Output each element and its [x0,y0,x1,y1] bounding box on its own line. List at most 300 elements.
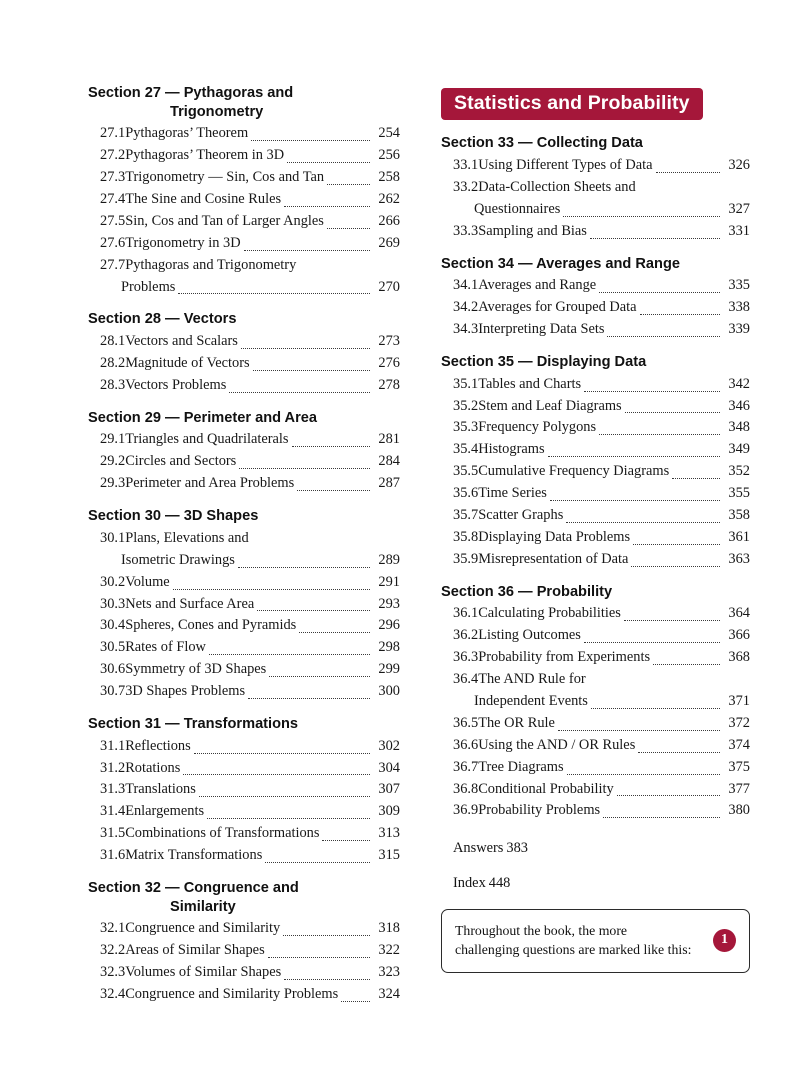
toc-entry-title-cont: Questionnaires [474,200,561,217]
toc-entry-title: Displaying Data Problems [478,528,631,545]
toc-entry-number: 27.1 [100,125,126,142]
toc-entry-page: 355 [728,485,750,502]
toc-entry[interactable] [88,984,400,1006]
toc-entry-title: Conditional Probability [478,780,614,797]
toc-section-heading-line1: Section 34 — Averages and Range [441,255,680,272]
toc-entry-title: Scatter Graphs [478,507,564,524]
toc-entry-page: 374 [728,736,750,753]
toc-leader-dots [341,1000,370,1002]
toc-entry[interactable] [88,637,400,659]
toc-section [88,84,400,298]
toc-entry-title: Rates of Flow [125,639,206,656]
toc-entry-number: 35.3 [453,419,479,436]
toc-entry-page: 309 [378,803,400,820]
toc-leader-dots [599,433,720,435]
toc-section-heading [88,409,400,428]
toc-entry-number: 31.6 [100,847,126,864]
toc-entry-page: 284 [378,453,400,470]
toc-entry[interactable] [441,549,750,571]
toc-entry-title: Matrix Transformations [125,847,263,864]
toc-entry-page: 327 [728,200,750,217]
toc-section-heading-line1: Section 32 — Congruence and [88,879,299,896]
toc-entry-title: Stem and Leaf Diagrams [478,397,622,414]
toc-entry-page: 358 [728,507,750,524]
toc-right-column [441,84,750,973]
toc-entry[interactable] [88,681,400,703]
back-matter-title: Answers [453,840,504,857]
toc-entry-title: Enlargements [125,803,205,820]
toc-entry-number: 35.2 [453,397,479,414]
toc-entry[interactable] [88,451,400,473]
toc-entry-page: 338 [728,299,750,316]
toc-section-heading-line1: Section 33 — Collecting Data [441,135,643,152]
toc-leader-dots [241,347,370,349]
toc-entry-page: 342 [728,375,750,392]
toc-entry-title: Sin, Cos and Tan of Larger Angles [125,212,324,229]
toc-section-heading [88,715,400,734]
toc-entry-title: Data-Collection Sheets and [478,179,636,195]
toc-section-heading [88,879,400,916]
toc-entry-title: Plans, Elevations and [125,529,249,546]
toc-leader-dots [603,816,720,818]
toc-entry-title: Translations [125,781,196,798]
toc-entry-title: Magnitude of Vectors [125,355,250,372]
toc-leader-dots [631,565,720,567]
toc-leader-dots [653,663,720,665]
toc-left-column [88,84,400,1018]
toc-entry-number: 33.1 [453,157,479,174]
toc-entry-page: 266 [378,212,400,229]
toc-entry-page: 377 [728,780,750,797]
toc-leader-dots [584,390,720,392]
toc-entry-number: 32.4 [100,985,126,1002]
toc-entry-page: 315 [378,847,400,864]
toc-entry-number: 28.3 [100,376,126,393]
toc-section-heading-line2: Similarity [170,898,236,915]
toc-entry-title-cont: Independent Events [474,692,588,709]
challenge-note-box [441,909,750,973]
toc-leader-dots [248,697,370,699]
toc-entry-page: 349 [728,441,750,458]
toc-entry[interactable] [88,801,400,823]
toc-entry[interactable] [441,483,750,505]
toc-leader-dots [178,292,370,294]
toc-leader-dots [327,227,370,229]
toc-entry-title: Volumes of Similar Shapes [125,964,282,981]
toc-entry[interactable] [88,940,400,962]
toc-leader-dots [194,752,370,754]
back-matter-page: 383 [506,840,528,857]
toc-entry-number: 36.6 [453,736,479,753]
toc-leader-dots [265,861,370,863]
toc-entry-title: Trigonometry in 3D [125,234,241,251]
toc-entry-number: 31.3 [100,781,126,798]
toc-entry[interactable] [441,625,750,647]
toc-entry[interactable] [441,647,750,669]
toc-leader-dots [183,773,370,775]
toc-leader-dots [173,588,370,590]
toc-entry[interactable] [88,736,400,758]
toc-leader-dots [672,477,720,479]
toc-entry-page: 323 [378,964,400,981]
toc-leader-dots [269,675,370,677]
toc-leader-dots [607,335,720,337]
toc-entry[interactable] [441,439,750,461]
toc-entry-number: 36.8 [453,780,479,797]
toc-leader-dots [253,369,370,371]
toc-entry[interactable] [88,528,400,572]
challenge-note-line1: Throughout the book, the more [455,922,628,938]
toc-leader-dots [284,205,370,207]
toc-entry-page: 352 [728,463,750,480]
toc-leader-dots [656,171,721,173]
toc-entry-page: 348 [728,419,750,436]
toc-entry-title: Nets and Surface Area [125,595,255,612]
toc-leader-dots [624,619,720,621]
toc-section-heading-line1: Section 36 — Probability [441,583,613,600]
toc-entry-number: 29.3 [100,475,126,492]
toc-entry[interactable] [441,297,750,319]
toc-entry-title-cont: Problems [121,278,176,295]
toc-entry-number: 29.2 [100,453,126,470]
toc-section-heading-line2: Trigonometry [170,103,264,120]
toc-entry-title: Listing Outcomes [478,627,581,644]
toc-entry-page: 289 [378,551,400,568]
toc-entry[interactable] [88,572,400,594]
toc-entry-page: 262 [378,191,400,208]
toc-entry-number: 34.3 [453,321,479,338]
statistics-probability-banner: Statistics and Probability [441,88,703,120]
toc-entry[interactable] [441,603,750,625]
toc-entry-number: 32.2 [100,942,126,959]
toc-entry-number: 30.2 [100,573,126,590]
toc-entry-title: The OR Rule [478,714,555,731]
toc-entry-page: 296 [378,617,400,634]
toc-leader-dots [257,609,370,611]
toc-section-heading [88,310,400,329]
toc-entry-title: Pythagoras’ Theorem in 3D [125,147,285,164]
toc-leader-dots [599,291,720,293]
toc-leader-dots [207,817,370,819]
toc-entry-title: Trigonometry — Sin, Cos and Tan [125,169,325,186]
toc-entry-title: Perimeter and Area Problems [125,475,295,492]
toc-leader-dots [327,183,370,185]
toc-entry-page: 304 [378,759,400,776]
toc-entry-page: 331 [728,222,750,239]
toc-entry-title: Triangles and Quadrilaterals [125,431,289,448]
toc-section [441,255,750,341]
toc-section-heading-line1: Section 27 — Pythagoras and [88,85,294,101]
toc-entry[interactable] [441,779,750,801]
challenge-badge-icon: 1 [713,929,736,952]
toc-entry[interactable] [88,473,400,495]
toc-entry-title: Using Different Types of Data [478,157,653,174]
toc-entry[interactable] [88,189,400,211]
back-matter-title: Index [453,874,486,891]
toc-leader-dots [284,978,370,980]
toc-entry-number: 32.1 [100,920,126,937]
toc-entry-title-cont: Isometric Drawings [121,551,235,568]
toc-entry-number: 30.7 [100,683,126,700]
toc-leader-dots [584,641,720,643]
toc-entry[interactable] [88,429,400,451]
toc-entry[interactable] [441,735,750,757]
toc-entry-page: 300 [378,683,400,700]
toc-leader-dots [550,499,720,501]
toc-entry-number: 34.1 [453,277,479,294]
toc-entry-page: 298 [378,639,400,656]
toc-entry-number: 29.1 [100,431,126,448]
toc-entry-number: 35.5 [453,463,479,480]
toc-leader-dots [239,467,370,469]
toc-entry[interactable] [88,962,400,984]
toc-entry-number: 31.1 [100,737,126,754]
toc-entry-number: 27.7 [100,256,126,273]
toc-entry[interactable] [441,527,750,549]
toc-entry-page: 326 [728,157,750,174]
toc-entry-page: 307 [378,781,400,798]
toc-entry[interactable] [441,177,750,221]
toc-entry-title: Symmetry of 3D Shapes [125,661,267,678]
toc-entry-title: Calculating Probabilities [478,605,621,622]
toc-entry-number: 30.5 [100,639,126,656]
toc-entry-number: 28.1 [100,333,126,350]
toc-entry-title: Rotations [125,759,181,776]
toc-entry-page: 380 [728,802,750,819]
toc-entry[interactable] [441,275,750,297]
toc-leader-dots [548,455,720,457]
toc-entry-number: 27.2 [100,147,126,164]
toc-entry[interactable] [88,255,400,299]
toc-entry-number: 28.2 [100,355,126,372]
toc-entry-title: Combinations of Transformations [125,825,320,842]
toc-entry-number: 31.2 [100,759,126,776]
toc-entry-page: 339 [728,321,750,338]
toc-leader-dots [283,934,370,936]
toc-leader-dots [299,631,370,633]
toc-entry-number: 30.6 [100,661,126,678]
toc-entry-title: Pythagoras’ Theorem [125,125,249,142]
toc-entry[interactable] [441,757,750,779]
toc-leader-dots [238,566,370,568]
toc-leader-dots [640,313,720,315]
toc-entry-number: 35.7 [453,507,479,524]
toc-leader-dots [590,237,720,239]
toc-entry-page: 375 [728,758,750,775]
toc-entry-page: 371 [728,692,750,709]
toc-entry[interactable] [88,353,400,375]
toc-section [88,715,400,867]
toc-entry[interactable] [88,167,400,189]
toc-entry-title: Averages for Grouped Data [478,299,637,316]
toc-entry-title: Congruence and Similarity Problems [125,985,339,1002]
toc-entry-number: 36.1 [453,605,479,622]
toc-entry-page: 256 [378,147,400,164]
toc-entry-number: 30.1 [100,529,126,546]
toc-entry-page: 363 [728,550,750,567]
toc-section [88,409,400,495]
toc-entry-title: Spheres, Cones and Pyramids [125,617,297,634]
toc-entry-title: The AND Rule for [478,671,586,688]
toc-entry[interactable] [88,123,400,145]
toc-entry-page: 293 [378,595,400,612]
back-matter-row[interactable] [441,873,750,895]
toc-entry-title: Using the AND / OR Rules [478,736,636,753]
toc-leader-dots [251,139,370,141]
toc-entry-title: Vectors and Scalars [125,333,238,350]
toc-entry-number: 36.4 [453,671,479,688]
toc-leader-dots [567,773,720,775]
toc-leader-dots [558,729,720,731]
toc-leader-dots [617,794,720,796]
toc-entry-number: 31.5 [100,825,126,842]
toc-entry[interactable] [88,375,400,397]
toc-entry-title: Pythagoras and Trigonometry [125,256,297,273]
toc-leader-dots [638,751,720,753]
toc-leader-dots [625,411,720,413]
toc-entry-title: Averages and Range [478,277,597,294]
toc-entry-title: Vectors Problems [125,376,227,393]
toc-section-heading-line1: Section 28 — Vectors [88,311,237,328]
toc-leader-dots [322,839,370,841]
toc-entry-number: 27.4 [100,191,126,208]
toc-entry[interactable] [88,845,400,867]
toc-entry[interactable] [441,221,750,243]
toc-entry-title: 3D Shapes Problems [125,683,246,700]
toc-section-heading [441,134,750,153]
toc-entry[interactable] [88,145,400,167]
toc-entry[interactable] [441,800,750,822]
toc-entry[interactable] [88,758,400,780]
toc-entry-number: 30.3 [100,595,126,612]
toc-entry-number: 36.5 [453,714,479,731]
toc-entry-number: 32.3 [100,964,126,981]
toc-section [88,310,400,396]
toc-entry-title: Misrepresentation of Data [478,550,629,567]
toc-entry[interactable] [88,331,400,353]
toc-entry-number: 36.7 [453,758,479,775]
toc-entry[interactable] [441,319,750,341]
toc-entry[interactable] [88,615,400,637]
toc-entry-page: 291 [378,573,400,590]
toc-entry-page: 346 [728,397,750,414]
toc-entry[interactable] [88,918,400,940]
challenge-note-text [455,921,691,960]
toc-section-heading-line1: Section 31 — Transformations [88,715,299,732]
toc-entry-page: 270 [378,278,400,295]
toc-leader-dots [268,956,370,958]
toc-entry-number: 36.2 [453,627,479,644]
toc-leader-dots [591,707,720,709]
toc-entry[interactable] [441,669,750,713]
toc-entry-title: Circles and Sectors [125,453,237,470]
toc-entry-page: 368 [728,649,750,666]
toc-section-heading [441,353,750,372]
toc-entry-page: 313 [378,825,400,842]
toc-entry-number: 30.4 [100,617,126,634]
toc-entry-page: 302 [378,737,400,754]
toc-section [88,507,400,703]
toc-entry-title: Time Series [478,485,547,502]
back-matter-row[interactable] [441,838,750,860]
toc-entry[interactable] [441,505,750,527]
toc-entry-page: 287 [378,475,400,492]
toc-entry-title: Tree Diagrams [478,758,564,775]
challenge-note-line2: challenging questions are marked like this: [455,942,692,958]
toc-leader-dots [209,653,370,655]
toc-entry-title: Areas of Similar Shapes [125,942,265,959]
toc-entry-title: Frequency Polygons [478,419,597,436]
toc-entry-number: 33.3 [453,222,479,239]
toc-entry-page: 269 [378,234,400,251]
toc-entry-page: 318 [378,920,400,937]
toc-section-heading [441,255,750,274]
toc-leader-dots [229,391,370,393]
toc-entry-number: 35.9 [453,550,479,567]
toc-section-heading-line1: Section 30 — 3D Shapes [88,508,259,525]
toc-entry-page: 324 [378,985,400,1002]
toc-entry[interactable] [441,713,750,735]
toc-leader-dots [287,161,370,163]
toc-entry[interactable] [441,461,750,483]
toc-section [441,583,750,823]
toc-entry-page: 273 [378,333,400,350]
toc-leader-dots [292,445,370,447]
toc-entry-title: Tables and Charts [478,375,582,392]
toc-entry-number: 36.9 [453,802,479,819]
toc-leader-dots [244,249,370,251]
toc-entry-number: 33.2 [453,179,479,195]
toc-entry-number: 35.8 [453,528,479,545]
toc-entry[interactable] [88,211,400,233]
toc-entry-page: 361 [728,528,750,545]
toc-entry-title: Reflections [125,737,191,754]
toc-section-heading [88,84,400,121]
toc-section-heading [441,583,750,602]
toc-entry[interactable] [88,233,400,255]
toc-entry[interactable] [88,779,400,801]
toc-entry-title: Histograms [478,441,545,458]
toc-entry-page: 276 [378,355,400,372]
toc-entry-page: 366 [728,627,750,644]
toc-section-heading-line1: Section 29 — Perimeter and Area [88,409,317,426]
toc-entry[interactable] [441,155,750,177]
toc-entry[interactable] [88,659,400,681]
toc-entry-title: Volume [125,573,170,590]
toc-entry-page: 299 [378,661,400,678]
toc-entry-page: 254 [378,125,400,142]
toc-entry-page: 258 [378,169,400,186]
toc-entry-number: 31.4 [100,803,126,820]
toc-entry[interactable] [441,374,750,396]
toc-entry[interactable] [441,417,750,439]
toc-section [441,134,750,242]
toc-entry-number: 27.5 [100,212,126,229]
toc-entry-title: Sampling and Bias [478,222,587,239]
toc-entry[interactable] [88,594,400,616]
toc-leader-dots [297,489,370,491]
toc-entry-page: 335 [728,277,750,294]
toc-entry-number: 35.1 [453,375,479,392]
toc-entry-number: 34.2 [453,299,479,316]
back-matter-list [441,838,750,894]
toc-entry[interactable] [88,823,400,845]
toc-entry-page: 364 [728,605,750,622]
toc-leader-dots [563,215,720,217]
toc-entry[interactable] [441,396,750,418]
toc-entry-number: 35.6 [453,485,479,502]
toc-entry-title: Probability Problems [478,802,601,819]
